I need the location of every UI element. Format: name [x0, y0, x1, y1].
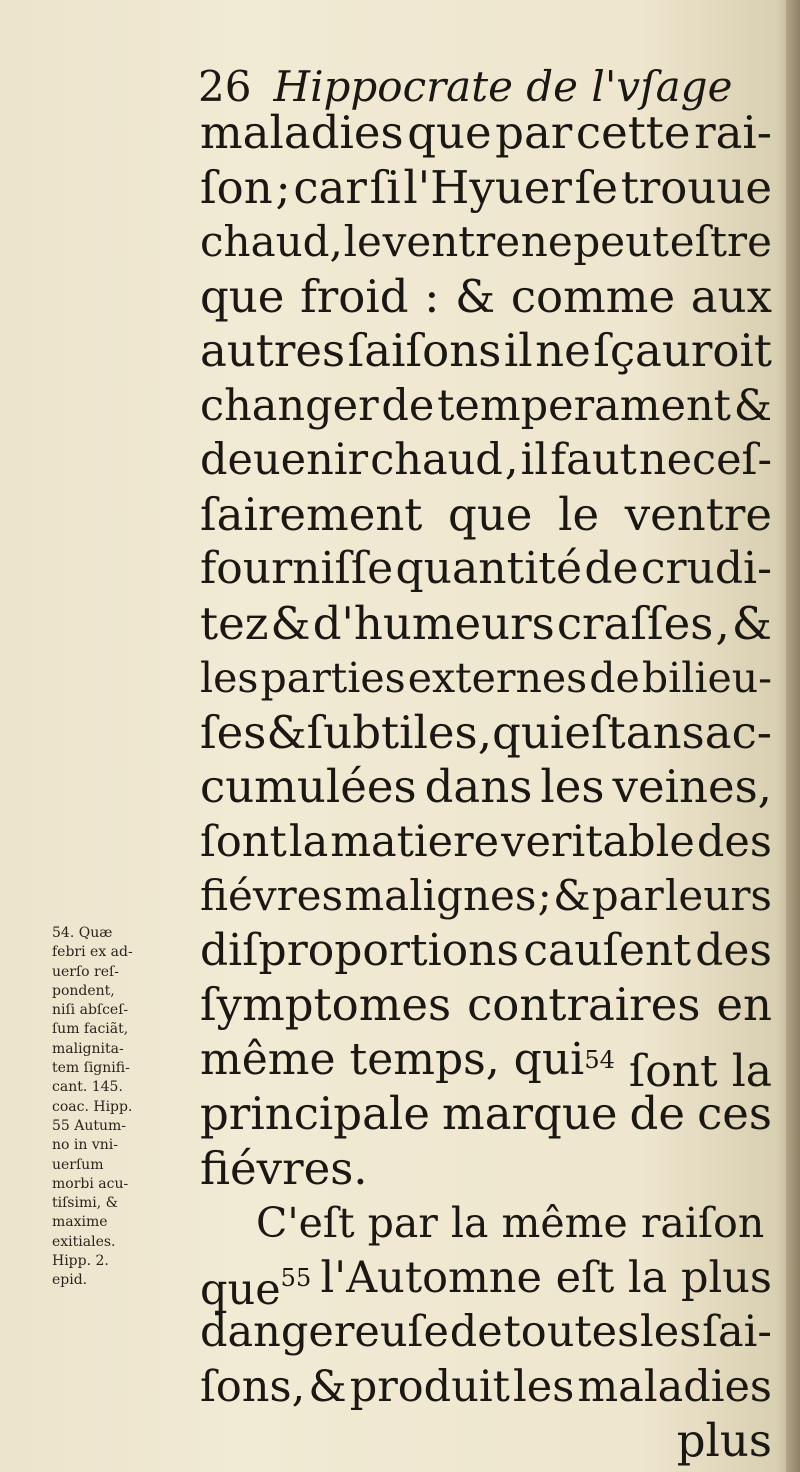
- margin-note-line: uerſo reſ-: [52, 963, 119, 980]
- footnote-ref-55: 55: [280, 1263, 312, 1292]
- margin-note-line: exitiales.: [52, 1233, 116, 1250]
- text-line: fiévres malignes ; & par leurs: [200, 871, 772, 920]
- catchword: plus: [676, 1414, 772, 1467]
- text-segment: même temps, qui: [200, 1033, 585, 1085]
- margin-note-line: uerſum: [52, 1156, 104, 1173]
- text-line: ſes & ſubtiles , qui eſtans ac-: [200, 705, 772, 759]
- text-line: tez & d'humeurs craſſes , &: [200, 596, 772, 650]
- text-line: ſont la matiere veritable des: [200, 816, 772, 867]
- text-line: deuenir chaud , il faut neceſ-: [200, 435, 772, 485]
- body-text: [200, 106, 772, 1469]
- text-line: ſons, & produit les maladies: [200, 1361, 772, 1412]
- text-line: les parties externes de bilieu-: [200, 654, 772, 702]
- text-line: fiévres.: [200, 1141, 368, 1195]
- margin-note-line: Hipp. 2.: [52, 1253, 109, 1270]
- page-number: 26: [198, 62, 252, 111]
- marginal-notes: [52, 924, 192, 1291]
- margin-note-line: pondent,: [52, 982, 115, 999]
- margin-note-line: tiſsimi, &: [52, 1195, 119, 1212]
- margin-note-line: 54. Quæ: [52, 925, 113, 941]
- running-header: [198, 62, 732, 111]
- text-line: que froid : & comme aux: [200, 269, 772, 323]
- text-line: diſproportions cauſent des: [200, 924, 772, 976]
- margin-note-line: cant. 145.: [52, 1079, 123, 1096]
- margin-note-line: tem ſignifi-: [52, 1060, 130, 1077]
- margin-note-line: 55 Autum-: [52, 1117, 127, 1134]
- text-line: autres ſaiſons il ne ſçauroit: [200, 324, 772, 377]
- margin-note-line: niſi abſceſ-: [52, 1002, 129, 1019]
- paragraph-start-line: C'eſt par la même raiſon: [256, 1199, 765, 1247]
- text-segment: l'Automne eſt la plus: [320, 1252, 772, 1303]
- text-line: ſon ; car ſi l'Hyuer ſe trouue: [200, 160, 772, 214]
- text-line: cumulées dans les veines,: [200, 760, 772, 813]
- text-segment: ſont la: [628, 1045, 772, 1097]
- margin-note-line: no in vni-: [52, 1137, 118, 1154]
- margin-note-line: maxime: [52, 1214, 108, 1231]
- text-line: chaud, le ventre ne peut eſtre: [200, 217, 772, 266]
- text-line-with-footnote: [200, 1251, 772, 1315]
- text-line: maladies que par cette rai-: [200, 106, 772, 159]
- text-line: principale marque de ces: [200, 1087, 772, 1140]
- margin-note-line: epid.: [52, 1272, 88, 1289]
- text-segment: que: [200, 1264, 281, 1315]
- text-line: changer de temperament &: [200, 380, 772, 431]
- margin-note-line: morbi acu-: [52, 1175, 129, 1192]
- margin-note-line: febri ex ad-: [52, 944, 133, 961]
- margin-note-line: ſum faciãt,: [52, 1021, 129, 1038]
- page-spine-edge: [786, 0, 800, 1472]
- text-line: fourniſſe quantité de crudi-: [200, 543, 772, 594]
- text-line: ſairement que le ventre: [200, 487, 772, 541]
- text-line: dangereuſe de toutes les ſai-: [200, 1307, 772, 1357]
- text-line-with-footnote: [200, 1033, 772, 1097]
- text-line: ſymptomes contraires en: [200, 978, 772, 1031]
- footnote-ref-54: 54: [584, 1045, 615, 1074]
- margin-note-line: coac. Hipp.: [52, 1098, 133, 1115]
- running-title: Hippocrate de l'vſage: [273, 62, 733, 111]
- margin-note-line: malignita-: [52, 1040, 124, 1057]
